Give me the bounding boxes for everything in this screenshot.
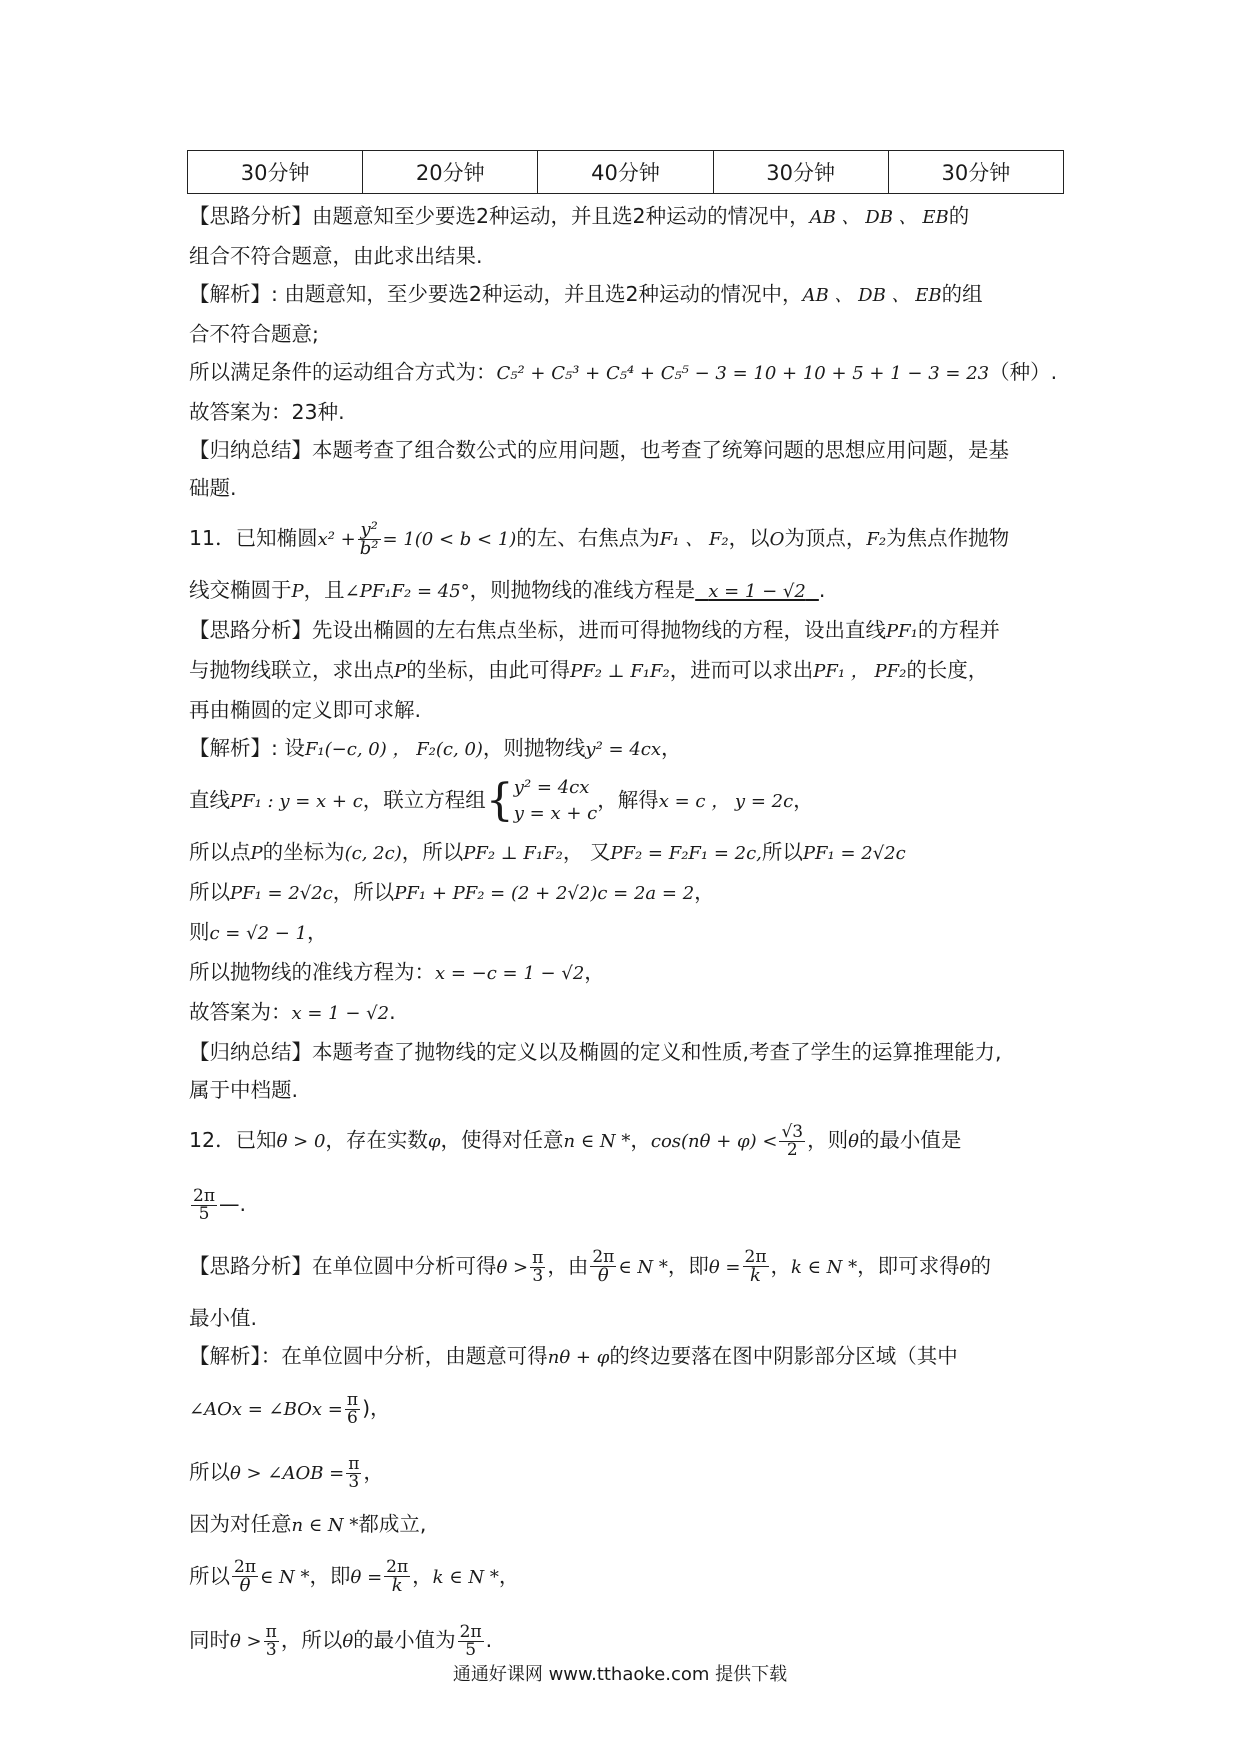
fraction xyxy=(264,1621,279,1660)
text: ，即 xyxy=(667,1254,709,1278)
fraction-denominator: k xyxy=(750,1265,761,1286)
math: PF₂ ⊥ F₁F₂ xyxy=(570,661,670,682)
solution-tag: 【解析】 xyxy=(189,282,271,306)
math: x = c ， y = 2c xyxy=(658,791,794,812)
text: : 设 xyxy=(271,736,305,760)
q10-analysis-line xyxy=(189,197,1069,237)
text: 的 xyxy=(970,1254,991,1278)
q11-analysis-line: 再由椭圆的定义即可求解. xyxy=(189,698,422,722)
system-brace: { xyxy=(485,775,514,826)
time-table xyxy=(187,150,1064,194)
text: ，且 xyxy=(303,578,345,602)
text: 同时 xyxy=(189,1628,230,1652)
text: ， xyxy=(793,788,814,812)
text: ，进而可以求出 xyxy=(669,658,814,682)
math: P xyxy=(291,581,304,602)
text: 的终边要落在图中阴影部分区域（其中 xyxy=(609,1344,958,1368)
fraction-denominator: 3 xyxy=(348,1471,360,1492)
text: 所以 xyxy=(761,840,803,864)
math: nθ + φ xyxy=(547,1347,610,1368)
document-body xyxy=(189,197,1069,1673)
fraction xyxy=(530,1247,545,1286)
q11-summary-line xyxy=(189,1033,1069,1071)
text: 12．已知 xyxy=(189,1128,277,1152)
text: ，以 xyxy=(728,526,770,550)
q12-solution-line xyxy=(189,1545,1069,1609)
text: ，使得对任意 xyxy=(440,1128,564,1152)
q12-analysis-line: 最小值. xyxy=(189,1306,258,1330)
fraction-denominator: θ xyxy=(597,1265,609,1286)
math: O xyxy=(769,529,785,550)
math: k ∈ N * xyxy=(791,1257,858,1278)
text: 的组 xyxy=(941,282,983,306)
fraction xyxy=(345,1389,360,1428)
text: 的最小值为 xyxy=(353,1628,456,1652)
text: 为焦点作抛物 xyxy=(886,526,1010,550)
text: 为顶点， xyxy=(784,526,867,550)
math: PF₁ : y = x + c xyxy=(230,791,363,812)
math: n ∈ N * xyxy=(563,1131,631,1152)
text: . xyxy=(485,1628,493,1652)
fraction xyxy=(346,1453,361,1492)
fraction-numerator: 2π xyxy=(459,1621,482,1642)
math: F₁ 、 F₂ xyxy=(659,529,729,550)
fraction-numerator: √3 xyxy=(781,1121,804,1142)
math: θ xyxy=(959,1257,971,1278)
q12-stem-line xyxy=(189,1109,1069,1173)
q11-solution-line xyxy=(189,953,1069,993)
text: 所以 xyxy=(189,880,230,904)
text: ，即 xyxy=(309,1564,351,1588)
math: θ > ∠AOB = xyxy=(230,1463,345,1484)
summary-tag: 【归纳总结】 xyxy=(189,1040,312,1064)
q12-answer-line xyxy=(189,1173,1069,1235)
fraction xyxy=(458,1621,484,1660)
q11-solution-line xyxy=(189,833,1069,873)
math: θ xyxy=(848,1131,859,1152)
equation-system xyxy=(514,775,597,827)
text: 的 xyxy=(948,204,970,228)
answer-blank: x = 1 − √2 xyxy=(708,581,806,602)
math: cos(nθ + φ) < xyxy=(650,1131,778,1152)
text: 由题意知至少要选2种运动，并且选2种运动的情况中， xyxy=(312,204,810,228)
fraction-denominator: b² xyxy=(359,537,379,559)
page-footer: 通通好课网 www.tthaoke.com 提供下载 xyxy=(452,1664,788,1685)
table-cell: 20分钟 xyxy=(363,151,538,194)
table-row xyxy=(188,151,1064,194)
fraction-denominator: 2 xyxy=(786,1139,798,1160)
text: )， xyxy=(362,1396,391,1420)
math: F₂ xyxy=(866,529,887,550)
math: PF₁ xyxy=(886,621,918,642)
equation: y = x + c xyxy=(513,803,598,824)
fraction-numerator: y² xyxy=(358,521,381,540)
fraction-numerator: 2π xyxy=(592,1247,615,1267)
q10-analysis-line: 组合不符合题意，由此求出结果. xyxy=(189,244,483,268)
text: 先设出椭圆的左右焦点坐标，进而可得抛物线的方程，设出直线 xyxy=(312,618,886,642)
fraction-numerator: π xyxy=(532,1247,544,1268)
math: P xyxy=(250,843,263,864)
table-cell: 40分钟 xyxy=(538,151,713,194)
text: ，由 xyxy=(547,1254,589,1278)
text: 本题考查了抛物线的定义以及椭圆的定义和性质,考查了学生的运算推理能力, xyxy=(312,1040,1002,1064)
fraction-denominator: θ xyxy=(239,1575,251,1596)
text: 11．已知椭圆 xyxy=(189,526,318,550)
math: ∈ N * xyxy=(260,1567,310,1588)
math: θ > xyxy=(230,1631,262,1652)
text: : 由题意知，至少要选2种运动，并且选2种运动的情况中， xyxy=(271,282,803,306)
fraction xyxy=(779,1121,805,1160)
math: x² + xyxy=(317,529,356,550)
q10-solution-line xyxy=(189,353,1069,393)
math: PF₂ ⊥ F₁F₂ xyxy=(463,843,563,864)
math: n ∈ N * xyxy=(291,1515,359,1536)
q12-solution-line xyxy=(189,1377,1069,1441)
text: —. xyxy=(219,1192,247,1216)
math: ∈ N * xyxy=(618,1257,668,1278)
text: 所以点 xyxy=(189,840,251,864)
text: ， xyxy=(770,1254,791,1278)
analysis-tag: 【思路分析】 xyxy=(189,204,312,228)
fraction-numerator: π xyxy=(348,1453,360,1474)
q12-solution-line xyxy=(189,1505,1069,1545)
text: ， xyxy=(694,880,715,904)
fraction xyxy=(743,1249,769,1285)
equation: y² = 4cx xyxy=(513,777,590,798)
fraction-denominator: 5 xyxy=(465,1639,477,1660)
q11-solution-line xyxy=(189,729,1069,769)
q10-summary-line xyxy=(189,431,1069,469)
text: 则 xyxy=(189,920,210,944)
text: 所以抛物线的准线方程为： xyxy=(189,960,435,984)
math: PF₁ + PF₂ = (2 + 2√2)c = 2a = 2 xyxy=(394,883,695,904)
text: ，所以 xyxy=(280,1628,343,1652)
math: F₁(−c, 0) ， F₂(c, 0) xyxy=(304,739,483,760)
fraction-denominator: 3 xyxy=(532,1265,544,1286)
text: 与抛物线联立，求出点 xyxy=(189,658,394,682)
analysis-tag: 【思路分析】 xyxy=(189,1254,312,1278)
fraction-denominator: 3 xyxy=(265,1639,277,1660)
text: 故答案为： xyxy=(189,1000,292,1024)
text: ， xyxy=(630,1128,651,1152)
table-cell: 30分钟 xyxy=(713,151,888,194)
text: 的最小值是 xyxy=(858,1128,962,1152)
fraction-numerator: π xyxy=(265,1621,277,1642)
fraction-numerator: π xyxy=(346,1389,359,1410)
q11-answer xyxy=(189,993,1069,1033)
fraction-denominator: 5 xyxy=(198,1203,210,1224)
solution-tag: 【解析】 xyxy=(189,1344,261,1368)
solution-tag: 【解析】 xyxy=(189,736,271,760)
fraction xyxy=(191,1185,217,1224)
math: P xyxy=(394,661,407,682)
math: PF₂ = F₂F₁ = 2c, xyxy=(610,843,762,864)
math: ∠PF₁F₂ = 45° xyxy=(344,581,470,602)
text: ，解得 xyxy=(597,788,659,812)
text: ， xyxy=(412,1564,433,1588)
text: ，即可求得 xyxy=(857,1254,960,1278)
fraction xyxy=(590,1249,616,1285)
fraction-numerator: 2π xyxy=(234,1557,256,1577)
fraction xyxy=(358,518,381,559)
text: 的左、右焦点为 xyxy=(516,526,660,550)
text: 的长度， xyxy=(906,658,989,682)
text: （种）. xyxy=(989,360,1058,384)
q12-solution-line xyxy=(189,1337,1069,1377)
summary-tag: 【归纳总结】 xyxy=(189,438,312,462)
text: ，则抛物线 xyxy=(482,736,586,760)
math: x = 1 − √2 xyxy=(291,1003,390,1024)
q11-summary-line: 属于中档题. xyxy=(189,1078,299,1102)
text: 的坐标为 xyxy=(262,840,345,864)
q11-solution-line xyxy=(189,873,1069,913)
math: AB 、 DB 、 EB xyxy=(809,207,949,228)
text: 都成立, xyxy=(358,1512,427,1536)
fraction-numerator: 2π xyxy=(193,1185,215,1206)
math: x = −c = 1 − √2 xyxy=(435,963,585,984)
text: ，则抛物线的准线方程是 xyxy=(469,578,696,602)
table-cell: 30分钟 xyxy=(188,151,363,194)
math: φ xyxy=(427,1131,441,1152)
q11-analysis-line xyxy=(189,651,1069,691)
text: 的方程并 xyxy=(917,618,1000,642)
text: ：在单位圆中分析，由题意可得 xyxy=(260,1344,548,1368)
text: ，所以 xyxy=(332,880,395,904)
math: = 1(0 < b < 1) xyxy=(382,529,517,550)
text: ，联立方程组 xyxy=(362,788,486,812)
text: ， xyxy=(584,960,605,984)
math: θ > 0 xyxy=(276,1131,326,1152)
fraction xyxy=(232,1559,258,1595)
fraction xyxy=(384,1559,410,1595)
text: ，则 xyxy=(807,1128,849,1152)
text: 的坐标，由此可得 xyxy=(406,658,571,682)
fraction-numerator: 2π xyxy=(744,1247,767,1267)
text: ，所以 xyxy=(401,840,464,864)
math: PF₁ = 2√2c xyxy=(802,843,906,864)
fraction-denominator: k xyxy=(391,1575,403,1596)
math: (c, 2c) xyxy=(344,843,402,864)
text: 直线 xyxy=(189,788,230,812)
math: C₅² + C₅³ + C₅⁴ + C₅⁵ − 3 = 10 + 10 + 5 + 1 − 3 = 23 xyxy=(496,363,990,384)
math: θ > xyxy=(496,1257,529,1278)
math: k ∈ N * xyxy=(432,1567,499,1588)
text: ， xyxy=(307,920,328,944)
text: 因为对任意 xyxy=(189,1512,292,1536)
q10-answer: 故答案为：23种. xyxy=(189,400,345,424)
q12-analysis-line xyxy=(189,1235,1069,1299)
math: AB 、 DB 、 EB xyxy=(802,285,942,306)
text: ， xyxy=(661,736,682,760)
math: θ = xyxy=(708,1257,741,1278)
q11-solution-line xyxy=(189,769,1069,833)
q11-stem-line xyxy=(189,507,1069,571)
q11-stem-line: 线交椭圆于P，且∠PF₁F₂ = 45°，则抛物线的准线方程是 x = 1 − √2 . xyxy=(189,578,826,602)
text: 所以 xyxy=(189,1564,230,1588)
q11-analysis-line xyxy=(189,611,1069,651)
q10-solution-line xyxy=(189,275,1069,315)
text: 线交椭圆于 xyxy=(189,578,292,602)
text: 所以 xyxy=(189,1460,230,1484)
math: θ = xyxy=(350,1567,383,1588)
text: ， 又 xyxy=(562,840,611,864)
math: PF₁ = 2√2c xyxy=(230,883,333,904)
fraction-numerator: 2π xyxy=(386,1557,409,1577)
math: PF₁ ， PF₂ xyxy=(813,661,907,682)
analysis-tag: 【思路分析】 xyxy=(189,618,312,642)
text: 本题考查了组合数公式的应用问题，也考查了统筹问题的思想应用问题，是基 xyxy=(312,438,1009,462)
math: θ xyxy=(342,1631,354,1652)
text: 所以满足条件的运动组合方式为： xyxy=(189,360,497,384)
table-cell: 30分钟 xyxy=(888,151,1063,194)
text: ， xyxy=(498,1564,520,1588)
q12-solution-line xyxy=(189,1441,1069,1505)
text: 在单位圆中分析可得 xyxy=(312,1254,497,1278)
math: c = √2 − 1 xyxy=(209,923,308,944)
fraction-denominator: 6 xyxy=(347,1407,358,1428)
text: . xyxy=(389,1000,396,1024)
q10-solution-line: 合不符合题意; xyxy=(189,322,319,346)
text: ，存在实数 xyxy=(325,1128,428,1152)
text: ， xyxy=(363,1460,384,1484)
q10-summary-line: 础题. xyxy=(189,476,237,500)
math: ∠AOx = ∠BOx = xyxy=(189,1399,343,1420)
q11-solution-line xyxy=(189,913,1069,953)
math: y² = 4cx xyxy=(585,739,662,760)
